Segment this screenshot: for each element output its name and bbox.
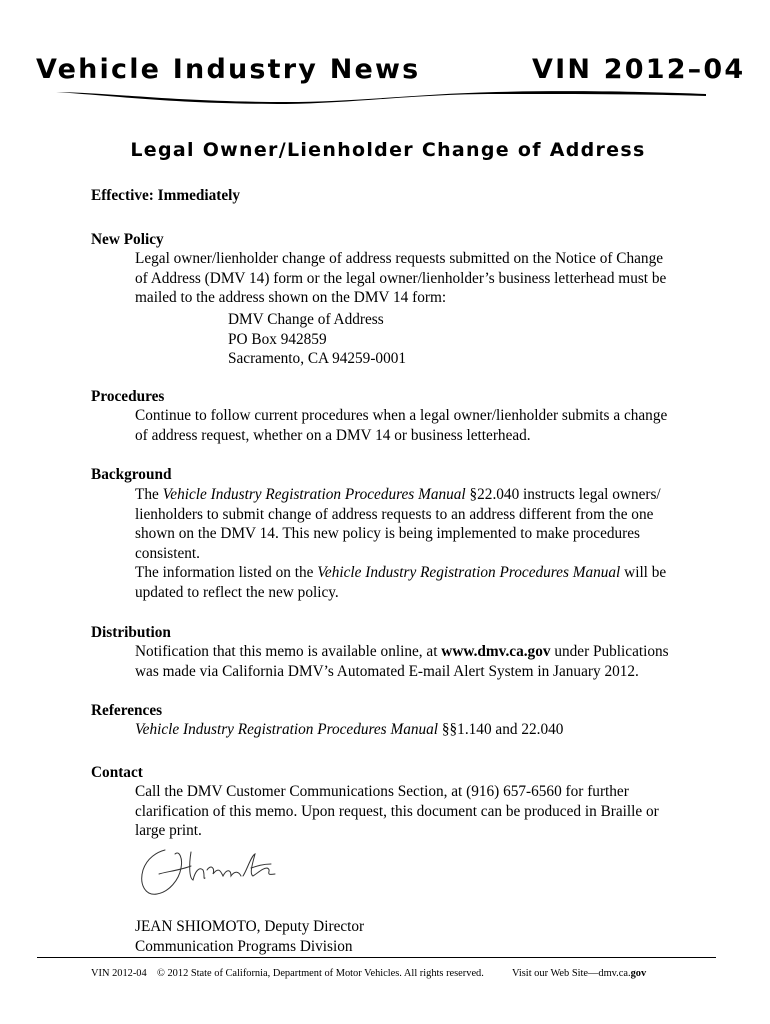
procedures-text: [135, 406, 695, 445]
text-line: updated to reflect the new policy.: [135, 583, 339, 601]
text-line: was made via California DMV’s Automated E-mail Alert System in January 2012.: [135, 662, 639, 680]
text-line: Continue to follow current procedures when a legal owner/lienholder submits a change: [135, 407, 668, 424]
header-swoosh-rule: [56, 80, 706, 104]
text-line: of address request, whether on a DMV 14 or business letterhead.: [135, 426, 531, 444]
signature-image: [135, 842, 295, 902]
text-line: shown on the DMV 14. This new policy is being implemented to make procedures: [135, 525, 640, 542]
section-heading-references: References: [91, 702, 163, 719]
footer-vin: VIN 2012-04: [91, 968, 147, 979]
contact-text: [135, 782, 695, 841]
vin-number: VIN 2012–04: [532, 54, 746, 85]
memo-title: Legal Owner/Lienholder Change of Address: [130, 139, 646, 161]
newsletter-title: Vehicle Industry News: [36, 54, 421, 85]
text-line: of Address (DMV 14) form or the legal owner/lienholder’s business letterhead must be: [135, 269, 667, 287]
signatory-division: Communication Programs Division: [135, 937, 353, 955]
section-heading-procedures: Procedures: [91, 388, 165, 405]
text-line: large print.: [135, 822, 202, 839]
manual-title: Vehicle Industry Registration Procedures Manual: [135, 721, 439, 738]
effective-date: Effective: Immediately: [91, 187, 241, 204]
footer-divider: [37, 957, 716, 958]
text-line: Legal owner/lienholder change of address requests submitted on the Notice of Change: [135, 250, 664, 267]
address-line: DMV Change of Address: [228, 311, 384, 328]
address-line: PO Box 942859: [228, 330, 327, 348]
background-paragraph-1: The Vehicle Industry Registration Procedures Manual §22.040 instructs legal owners/ lienholders to submit change of address requests to an address different from the one shown on the DMV 14. This new policy is being implemented to make procedures consistent.: [135, 485, 695, 563]
signatory-block: [135, 917, 695, 956]
distribution-text: Notification that this memo is available online, at www.dmv.ca.gov under Publications was made via California DMV’s Automated E-mail Alert System in January 2012.: [135, 642, 695, 681]
text-line: lienholders to submit change of address requests to an address different from the one: [135, 505, 654, 523]
section-heading-new-policy: New Policy: [91, 231, 164, 248]
mailing-address: [228, 310, 406, 369]
new-policy-text: [135, 249, 695, 308]
website-link[interactable]: www.dmv.ca.gov: [441, 643, 551, 660]
background-paragraph-2: The information listed on the Vehicle Industry Registration Procedures Manual will be updated to reflect the new policy.: [135, 563, 695, 602]
footer-copyright: © 2012 State of California, Department of Motor Vehicles. All rights reserved.: [157, 968, 484, 979]
text-line: consistent.: [135, 544, 201, 562]
text-line: mailed to the address shown on the DMV 14 form:: [135, 289, 447, 306]
text-line: Call the DMV Customer Communications Section, at (916) 657-6560 for further: [135, 783, 629, 800]
signatory-name: JEAN SHIOMOTO, Deputy Director: [135, 918, 365, 935]
manual-title: Vehicle Industry Registration Procedures Manual: [162, 486, 466, 503]
address-line: Sacramento, CA 94259-0001: [228, 350, 407, 367]
section-heading-background: Background: [91, 466, 172, 483]
section-heading-distribution: Distribution: [91, 624, 171, 641]
references-text: Vehicle Industry Registration Procedures Manual §§1.140 and 22.040: [135, 721, 564, 738]
text-line: clarification of this memo. Upon request, this document can be produced in Braille or: [135, 802, 659, 820]
footer-website: Visit our Web Site—dmv.ca.gov: [512, 968, 647, 979]
manual-title: Vehicle Industry Registration Procedures Manual: [317, 564, 621, 581]
section-heading-contact: Contact: [91, 764, 143, 781]
